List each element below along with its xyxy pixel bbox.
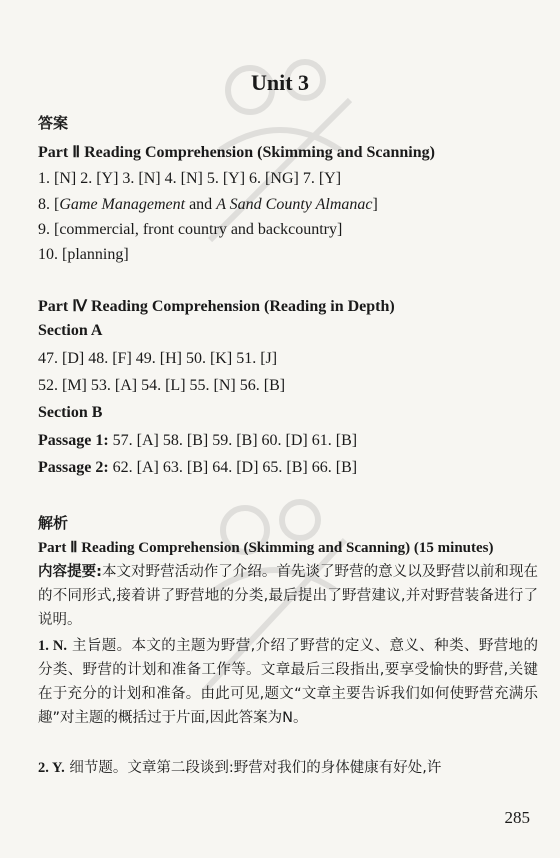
- q2-label: 2. Y.: [38, 760, 65, 776]
- answer8-prefix: 8. [: [38, 196, 60, 213]
- answers-heading: 答案: [38, 114, 69, 132]
- answer8-suffix: ]: [372, 196, 378, 213]
- summary-text: 本文对野营活动作了介绍。首先谈了野营的意义以及野营以前和现在的不同形式,接着讲了野营地的分类,最后提出了野营建议,并对野营装备进行了说明。: [38, 564, 538, 628]
- passage2-values: 62. [A] 63. [B] 64. [D] 65. [B] 66. [B]: [108, 459, 358, 476]
- q1-text: 主旨题。本文的主题为野营,介绍了野营的定义、意义、种类、野营地的分类、野营的计划和准备工作等。文章最后三段指出,要享受愉快的野营,关键在于充分的计划和准备。由此可见,题文“文章主要告诉我们如何使野营充满乐趣”对主题的概括过于片面,因此答案为N。: [38, 638, 538, 726]
- page-number: 285: [504, 808, 530, 827]
- part2-heading: Part Ⅱ Reading Comprehension (Skimming and Scanning): [38, 144, 435, 161]
- section-a-answers-1: 47. [D] 48. [F] 49. [H] 50. [K] 51. [J]: [38, 350, 278, 367]
- section-a-heading: Section A: [38, 322, 103, 339]
- q2-text: 细节题。文章第二段谈到:野营对我们的身体健康有好处,许: [64, 760, 442, 776]
- q1-paragraph: [38, 634, 538, 730]
- part4-heading: Part Ⅳ Reading Comprehension (Reading in Depth): [38, 298, 395, 315]
- unit-title: Unit 3: [250, 70, 310, 95]
- answer-line-9: 9. [commercial, front country and backcountry]: [38, 221, 343, 238]
- q2-paragraph: [38, 756, 538, 780]
- section-b-heading: Section B: [38, 404, 103, 421]
- passage2-answers: [38, 459, 357, 477]
- answer8-book1: Game Management: [59, 196, 186, 213]
- answer8-middle: and: [185, 196, 217, 213]
- analysis-heading: 解析: [38, 514, 69, 532]
- summary-paragraph: [38, 560, 538, 632]
- summary-label: 内容提要:: [38, 564, 102, 580]
- passage1-answers: [38, 432, 357, 450]
- answer-line-1: 1. [N] 2. [Y] 3. [N] 4. [N] 5. [Y] 6. [NG] 7. [Y]: [38, 170, 342, 187]
- answer-line-8: [38, 196, 378, 214]
- answer8-book2: A Sand County Almanac: [216, 196, 373, 213]
- answer-line-10: 10. [planning]: [38, 246, 129, 263]
- section-a-answers-2: 52. [M] 53. [A] 54. [L] 55. [N] 56. [B]: [38, 377, 286, 394]
- passage1-values: 57. [A] 58. [B] 59. [B] 60. [D] 61. [B]: [108, 432, 358, 449]
- passage1-label: Passage 1:: [38, 432, 109, 449]
- q1-label: 1. N.: [38, 638, 67, 654]
- analysis-part-heading: Part Ⅱ Reading Comprehension (Skimming and Scanning) (15 minutes): [38, 540, 494, 556]
- passage2-label: Passage 2:: [38, 459, 109, 476]
